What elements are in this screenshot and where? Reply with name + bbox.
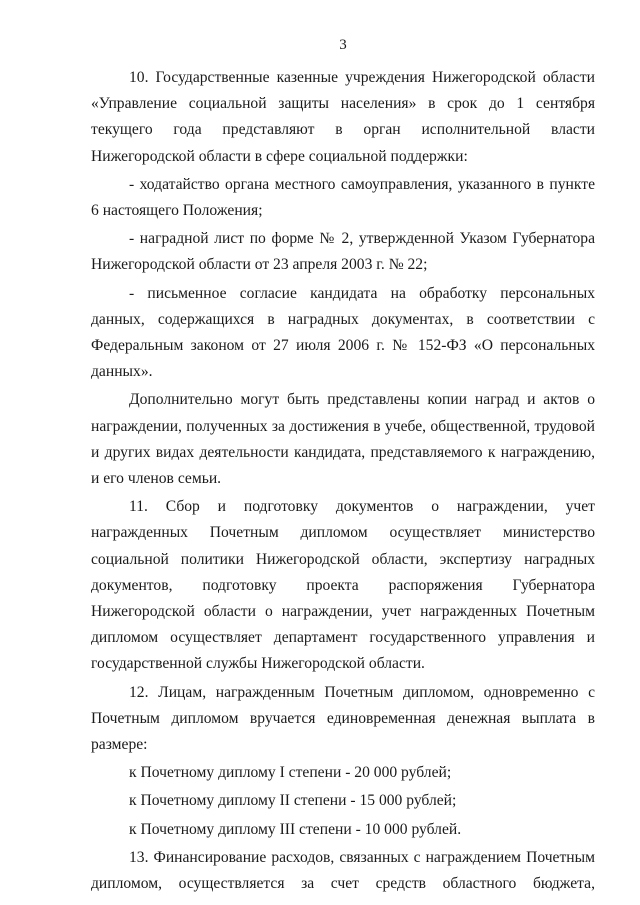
list-item-award-sheet: - наградной лист по форме № 2, утвержденной Указом Губернатора Нижегородской области от 23 апреля 2003 г. № 22; bbox=[91, 230, 595, 274]
payment-degree-2: к Почетному диплому II степени - 15 000 рублей; bbox=[129, 792, 457, 810]
list-item-consent: - письменное согласие кандидата на обработку персональных данных, содержащихся в наградных документах, в соответствии с Федеральным законом от 27 июля 2006 г. № 152-ФЗ «О персональных данных». bbox=[91, 284, 595, 381]
paragraph-item-13: 13. Финансирование расходов, связанных с награждением Почетным дипломом, осуществляется за счет средств областного бюджета, bbox=[91, 848, 595, 893]
payment-degree-1: к Почетному диплому I степени - 20 000 рублей; bbox=[129, 764, 452, 782]
paragraph-additional-documents: Дополнительно могут быть представлены копии наград и актов о награждении, полученных за достижения в учебе, общественной, трудовой и других видах деятельности кандидата, представляемого к награждению, и его членов семьи. bbox=[91, 391, 595, 488]
page-number: 3 bbox=[339, 37, 347, 53]
document-page bbox=[91, 36, 595, 897]
list-item-petition: - ходатайство органа местного самоуправления, указанного в пункте 6 настоящего Положения; bbox=[91, 175, 595, 220]
payment-degree-3: к Почетному диплому III степени - 10 000 рублей. bbox=[129, 820, 462, 838]
paragraph-item-11: 11. Сбор и подготовку документов о награждении, учет награжденных Почетным дипломом осуществляет министерство социальной политики Нижегородской области, экспертизу наградных документов, подготовку проекта распоряжения Губернатора Нижегородской области о награждении, учет награжденных Почетным дипломом осуществляет департамент государственного управления и государственной службы Нижегородской области. bbox=[91, 498, 595, 673]
paragraph-item-12: 12. Лицам, награжденным Почетным дипломом, одновременно с Почетным дипломом вручается единовременная денежная выплата в размере: bbox=[91, 683, 595, 754]
paragraph-item-10: 10. Государственные казенные учреждения Нижегородской области «Управление социальной защиты населения» в срок до 1 сентября текущего года представляют в орган исполнительной власти Нижегородской области в сфере социальной поддержки: bbox=[91, 69, 595, 165]
